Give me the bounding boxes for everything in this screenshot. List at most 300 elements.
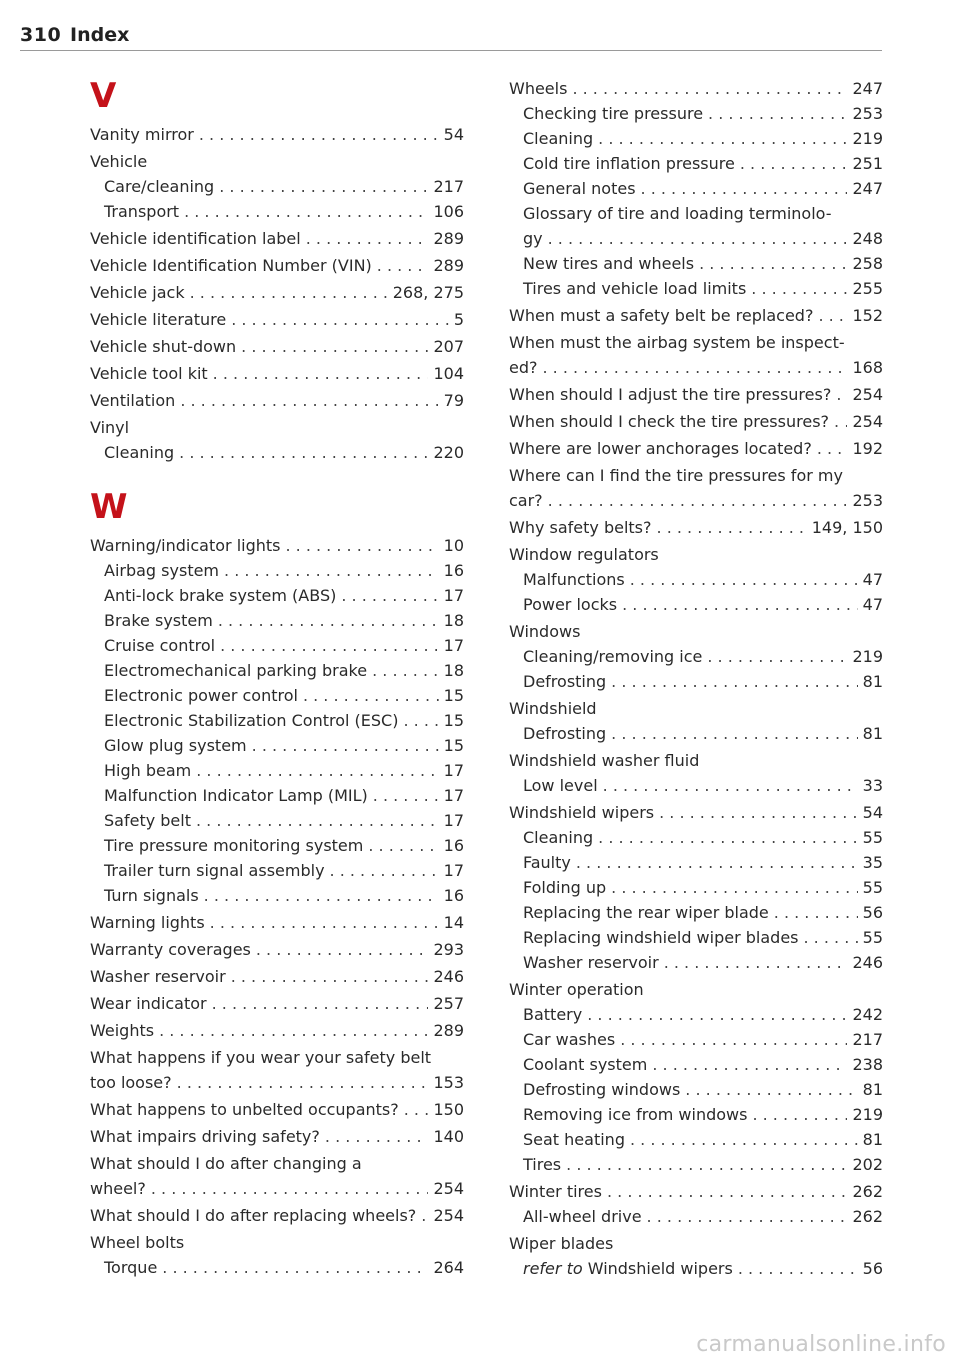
index-entry-label: Vehicle literature [90, 310, 227, 329]
dot-leader [252, 733, 439, 758]
dot-leader [373, 783, 439, 808]
index-page-ref: 17 [443, 786, 464, 805]
index-entry [90, 226, 464, 251]
index-page-ref: 262 [852, 1182, 883, 1201]
index-heading: Glossary of tire and loading terminolo- [523, 204, 832, 223]
index-entry [509, 1127, 883, 1152]
index-entry [509, 1027, 883, 1052]
index-page-ref: 16 [443, 836, 464, 855]
index-entry [509, 1152, 883, 1177]
index-entry [90, 533, 464, 558]
index-heading: Where can I find the tire pressures for my [509, 466, 843, 485]
index-page-ref: 289 [433, 229, 464, 248]
index-entry-label: Battery [523, 1005, 583, 1024]
index-entry [509, 721, 883, 746]
index-entry-label: What happens to unbelted occupants? [90, 1100, 399, 1119]
index-entry [509, 1102, 883, 1127]
index-entry [509, 76, 883, 101]
index-entry-label: Cruise control [104, 636, 216, 655]
index-entry [90, 858, 464, 883]
dot-leader [212, 991, 429, 1016]
index-entry-label: Warranty coverages [90, 940, 251, 959]
dot-leader [330, 858, 439, 883]
index-page-ref: 257 [433, 994, 464, 1013]
index-page-ref: 55 [862, 928, 883, 947]
index-entry-label: Coolant system [523, 1055, 648, 1074]
index-entry [90, 633, 464, 658]
index-entry [90, 1176, 464, 1201]
index-entry-label: Electromechanical parking brake [104, 661, 368, 680]
index-page-ref: 253 [852, 491, 883, 510]
index-entry [509, 101, 883, 126]
index-entry-label: Cleaning [523, 129, 594, 148]
dot-leader [607, 1179, 847, 1204]
index-entry [90, 440, 464, 465]
dot-leader [804, 925, 858, 950]
dot-leader [566, 1152, 847, 1177]
index-column-right [509, 76, 883, 1281]
dot-leader [598, 825, 857, 850]
index-entry-label: General notes [523, 179, 636, 198]
dot-leader [834, 409, 847, 434]
index-entry-label: Wheels [509, 79, 568, 98]
dot-leader [611, 875, 857, 900]
index-entry [509, 1204, 883, 1229]
dot-leader [303, 683, 439, 708]
dot-leader [630, 1127, 858, 1152]
index-page-ref: 79 [443, 391, 464, 410]
index-entry [90, 658, 464, 683]
index-entry [509, 1002, 883, 1027]
index-entry-label: Ventilation [90, 391, 176, 410]
index-page-ref: 248 [852, 229, 883, 248]
index-page-ref: 246 [433, 967, 464, 986]
index-list-v [90, 122, 464, 465]
section-title: Index [70, 24, 130, 46]
index-entry-label: Electronic power control [104, 686, 298, 705]
index-entry-label: Folding up [523, 878, 607, 897]
index-entry [509, 355, 883, 380]
index-page-ref: 81 [862, 1080, 883, 1099]
index-page-ref: 81 [862, 1130, 883, 1149]
index-entry [509, 303, 883, 328]
dot-leader [220, 633, 439, 658]
index-page-ref: 149, 150 [811, 518, 883, 537]
dot-leader [752, 1102, 847, 1127]
index-entry [90, 808, 464, 833]
index-entry-label: Glow plug system [104, 736, 247, 755]
index-entry [509, 773, 883, 798]
dot-leader [598, 126, 847, 151]
index-entry-label: too loose? [90, 1073, 172, 1092]
index-heading: What should I do after changing a [90, 1154, 362, 1173]
index-entry [509, 850, 883, 875]
dot-leader [404, 1097, 429, 1122]
dot-leader [190, 280, 388, 305]
dot-leader [818, 303, 847, 328]
dot-leader [368, 833, 438, 858]
dot-leader [622, 592, 858, 617]
index-heading: Window regulators [509, 545, 659, 564]
index-entry-label: High beam [104, 761, 192, 780]
page-number: 310 [20, 24, 62, 46]
dot-leader [219, 174, 428, 199]
index-entry-label: gy [523, 229, 543, 248]
index-page-ref: 293 [433, 940, 464, 959]
index-page-ref: 247 [852, 79, 883, 98]
index-entry-label: Cleaning [523, 828, 594, 847]
index-entry [90, 122, 464, 147]
index-page-ref: 219 [852, 1105, 883, 1124]
dot-leader [738, 1256, 858, 1281]
index-entry [509, 226, 883, 251]
index-entry [90, 334, 464, 359]
index-entry-label: Replacing windshield wiper blades [523, 928, 799, 947]
index-entry-label: New tires and wheels [523, 254, 695, 273]
index-page-ref: 55 [862, 828, 883, 847]
index-entry [509, 176, 883, 201]
dot-leader [647, 1204, 848, 1229]
index-page-ref: 268, 275 [392, 283, 464, 302]
index-entry-label: Vehicle identification label [90, 229, 301, 248]
index-page-ref: 81 [862, 672, 883, 691]
index-entry [90, 1203, 464, 1228]
index-entry [509, 669, 883, 694]
index-page-ref: 246 [852, 953, 883, 972]
index-list-right [509, 76, 883, 1281]
dot-leader [652, 1052, 847, 1077]
index-page-ref: 140 [433, 1127, 464, 1146]
dot-leader [576, 850, 858, 875]
index-entry-label: Low level [523, 776, 598, 795]
dot-leader [630, 567, 858, 592]
index-entry [90, 307, 464, 332]
index-entry [90, 199, 464, 224]
watermark: carmanualsonline.info [696, 1332, 946, 1357]
index-page-ref: 17 [443, 811, 464, 830]
dot-leader [751, 276, 847, 301]
index-entry [90, 608, 464, 633]
index-entry-label: Defrosting windows [523, 1080, 681, 1099]
index-entry [509, 925, 883, 950]
index-entry-label [523, 1256, 733, 1281]
index-entry [509, 900, 883, 925]
dot-leader [657, 515, 807, 540]
index-entry-label: Vehicle jack [90, 283, 185, 302]
dot-leader [256, 937, 429, 962]
index-entry-label: Vanity mirror [90, 125, 194, 144]
index-entry-label: Washer reservoir [523, 953, 659, 972]
index-page-ref: 251 [852, 154, 883, 173]
index-entry [90, 758, 464, 783]
dot-leader [685, 1077, 857, 1102]
index-page-ref: 153 [433, 1073, 464, 1092]
index-entry-label: Brake system [104, 611, 213, 630]
dot-leader [774, 900, 858, 925]
index-entry [90, 361, 464, 386]
index-entry [509, 126, 883, 151]
index-entry-label: Vehicle shut-down [90, 337, 237, 356]
dot-leader [231, 307, 449, 332]
index-page-ref: 47 [862, 570, 883, 589]
dot-leader [213, 361, 429, 386]
dot-leader [836, 382, 847, 407]
index-page-ref: 254 [852, 385, 883, 404]
index-page-ref: 16 [443, 561, 464, 580]
index-page-ref: 18 [443, 661, 464, 680]
index-entry-label: car? [509, 491, 543, 510]
index-page-ref: 54 [443, 125, 464, 144]
dot-leader [603, 773, 858, 798]
index-entry [509, 592, 883, 617]
index-page-ref: 17 [443, 636, 464, 655]
index-entry-label-text: Windshield wipers [587, 1259, 733, 1278]
index-entry [509, 151, 883, 176]
index-heading: What happens if you wear your safety belt [90, 1048, 432, 1067]
index-entry [90, 558, 464, 583]
index-page-ref: 207 [433, 337, 464, 356]
index-entry-label: When must a safety belt be replaced? [509, 306, 814, 325]
index-entry [509, 825, 883, 850]
index-entry [90, 1070, 464, 1095]
index-entry [90, 964, 464, 989]
index-entry [90, 280, 464, 305]
index-entry-label: Turn signals [104, 886, 199, 905]
dot-leader [572, 76, 847, 101]
index-entry [509, 800, 883, 825]
index-page-ref: 238 [852, 1055, 883, 1074]
page-header [20, 24, 882, 51]
dot-leader [659, 800, 858, 825]
index-entry-label: Car washes [523, 1030, 616, 1049]
index-page-ref: 33 [862, 776, 883, 795]
index-page-ref: 56 [862, 1259, 883, 1278]
index-entry-label: When should I check the tire pressures? [509, 412, 830, 431]
index-page-ref: 152 [852, 306, 883, 325]
index-page-ref: 254 [852, 412, 883, 431]
index-letter-v: V [90, 76, 117, 116]
index-page-ref: 219 [852, 129, 883, 148]
index-entry-label: Cold tire inflation pressure [523, 154, 735, 173]
index-entry [90, 937, 464, 962]
index-column-left [90, 70, 464, 1280]
index-entry [509, 436, 883, 461]
index-page-ref: 192 [852, 439, 883, 458]
index-page-ref: 56 [862, 903, 883, 922]
index-entry [90, 1124, 464, 1149]
index-entry [509, 567, 883, 592]
index-page-ref: 15 [443, 686, 464, 705]
index-entry-label: Anti-lock brake system (ABS) [104, 586, 337, 605]
index-page-ref: 17 [443, 761, 464, 780]
index-heading: Vinyl [90, 418, 130, 437]
index-entry-label: Where are lower anchorages located? [509, 439, 812, 458]
index-entry-label: What should I do after replacing wheels? [90, 1206, 417, 1225]
dot-leader [620, 1027, 847, 1052]
index-page-ref: 219 [852, 647, 883, 666]
dot-leader [641, 176, 848, 201]
index-page-ref: 217 [852, 1030, 883, 1049]
index-entry [90, 1097, 464, 1122]
dot-leader [224, 558, 439, 583]
index-entry-label: Vehicle Identification Number (VIN) [90, 256, 372, 275]
index-entry-label: Wear indicator [90, 994, 207, 1013]
index-entry [509, 950, 883, 975]
index-entry-label: Torque [104, 1258, 158, 1277]
index-entry [90, 1018, 464, 1043]
index-page-ref: 104 [433, 364, 464, 383]
index-page-ref: 258 [852, 254, 883, 273]
index-entry [90, 388, 464, 413]
index-entry [90, 683, 464, 708]
dot-leader [199, 122, 439, 147]
index-entry-label: Tire pressure monitoring system [104, 836, 364, 855]
dot-leader [306, 226, 429, 251]
index-entry [90, 910, 464, 935]
index-entry [90, 708, 464, 733]
index-page-ref: 262 [852, 1207, 883, 1226]
index-entry-label: Faulty [523, 853, 571, 872]
index-page-ref: 14 [443, 913, 464, 932]
index-heading: Vehicle [90, 152, 148, 171]
index-entry-label: Tires [523, 1155, 562, 1174]
dot-leader [543, 355, 848, 380]
index-page-ref: 15 [443, 711, 464, 730]
index-entry-label: Seat heating [523, 1130, 625, 1149]
index-entry [509, 1179, 883, 1204]
index-entry-label: Cleaning/removing ice [523, 647, 703, 666]
index-entry-label: Trailer turn signal assembly [104, 861, 325, 880]
index-entry-label: Warning/indicator lights [90, 536, 281, 555]
index-entry [90, 883, 464, 908]
index-entry-label: Winter tires [509, 1182, 602, 1201]
dot-leader [403, 708, 438, 733]
dot-leader [611, 669, 857, 694]
index-page-ref: 289 [433, 1021, 464, 1040]
dot-leader [231, 964, 429, 989]
index-entry-label: Vehicle tool kit [90, 364, 208, 383]
index-entry-label: Windshield wipers [509, 803, 655, 822]
dot-leader [341, 583, 438, 608]
index-entry [509, 644, 883, 669]
index-entry-label: Removing ice from windows [523, 1105, 748, 1124]
index-page-ref: 17 [443, 861, 464, 880]
dot-leader [204, 883, 439, 908]
dot-leader [587, 1002, 847, 1027]
index-page-ref: 264 [433, 1258, 464, 1277]
index-page-ref: 242 [852, 1005, 883, 1024]
index-entry-label: Checking tire pressure [523, 104, 704, 123]
index-page-ref: 17 [443, 586, 464, 605]
index-heading: Windshield [509, 699, 597, 718]
index-entry-label: What impairs driving safety? [90, 1127, 320, 1146]
index-entry-label: All-wheel drive [523, 1207, 642, 1226]
index-page-ref: 255 [852, 279, 883, 298]
dot-leader [708, 101, 847, 126]
index-page-ref: 5 [453, 310, 464, 329]
index-page-ref: 10 [443, 536, 464, 555]
index-page-ref: 247 [852, 179, 883, 198]
dot-leader [151, 1176, 429, 1201]
index-entry [509, 1077, 883, 1102]
index-page-ref: 217 [433, 177, 464, 196]
index-entry-label: Electronic Stabilization Control (ESC) [104, 711, 399, 730]
index-entry [509, 251, 883, 276]
index-heading: When must the airbag system be inspect- [509, 333, 845, 352]
index-entry [90, 583, 464, 608]
dot-leader [740, 151, 848, 176]
dot-leader [421, 1203, 428, 1228]
index-entry [509, 409, 883, 434]
index-page-ref: 253 [852, 104, 883, 123]
index-entry [90, 733, 464, 758]
index-heading: Windshield washer fluid [509, 751, 700, 770]
index-entry-label: Care/cleaning [104, 177, 215, 196]
dot-leader [372, 658, 439, 683]
dot-leader [548, 488, 848, 513]
index-entry [509, 488, 883, 513]
index-entry [509, 515, 883, 540]
dot-leader [817, 436, 848, 461]
index-entry-label: Malfunctions [523, 570, 625, 589]
index-entry-label: Airbag system [104, 561, 220, 580]
index-page-ref: 35 [862, 853, 883, 872]
index-heading: Windows [509, 622, 581, 641]
dot-leader [210, 910, 439, 935]
index-entry [509, 1052, 883, 1077]
index-list-w [90, 533, 464, 1280]
dot-leader [162, 1255, 428, 1280]
index-entry-label: When should I adjust the tire pressures? [509, 385, 832, 404]
index-entry-label: Warning lights [90, 913, 205, 932]
index-entry-label: Cleaning [104, 443, 175, 462]
dot-leader [218, 608, 439, 633]
index-page-ref: 55 [862, 878, 883, 897]
index-entry-label: Defrosting [523, 724, 607, 743]
index-entry-label: wheel? [90, 1179, 146, 1198]
index-entry-label: Malfunction Indicator Lamp (MIL) [104, 786, 368, 805]
dot-leader [184, 199, 428, 224]
dot-leader [325, 1124, 429, 1149]
index-entry [90, 253, 464, 278]
index-entry [90, 833, 464, 858]
index-entry-label: Safety belt [104, 811, 191, 830]
index-page-ref: 18 [443, 611, 464, 630]
dot-leader [177, 1070, 429, 1095]
dot-leader [196, 758, 438, 783]
index-page-ref: 254 [433, 1179, 464, 1198]
dot-leader [196, 808, 439, 833]
index-page-ref: 202 [852, 1155, 883, 1174]
index-entry-label: Why safety belts? [509, 518, 652, 537]
index-page-ref: 81 [862, 724, 883, 743]
index-entry-label: Power locks [523, 595, 618, 614]
dot-leader [180, 388, 438, 413]
index-cross-reference: refer to [523, 1259, 583, 1278]
index-page-ref: 289 [433, 256, 464, 275]
index-heading: Winter operation [509, 980, 644, 999]
index-heading: Wheel bolts [90, 1233, 185, 1252]
index-page-ref: 106 [433, 202, 464, 221]
index-heading: Wiper blades [509, 1234, 614, 1253]
index-entry-label: Transport [104, 202, 180, 221]
dot-leader [548, 226, 848, 251]
index-entry-label: Weights [90, 1021, 155, 1040]
index-entry-label: Tires and vehicle load limits [523, 279, 747, 298]
index-entry-label: Washer reservoir [90, 967, 226, 986]
dot-leader [241, 334, 428, 359]
dot-leader [707, 644, 847, 669]
